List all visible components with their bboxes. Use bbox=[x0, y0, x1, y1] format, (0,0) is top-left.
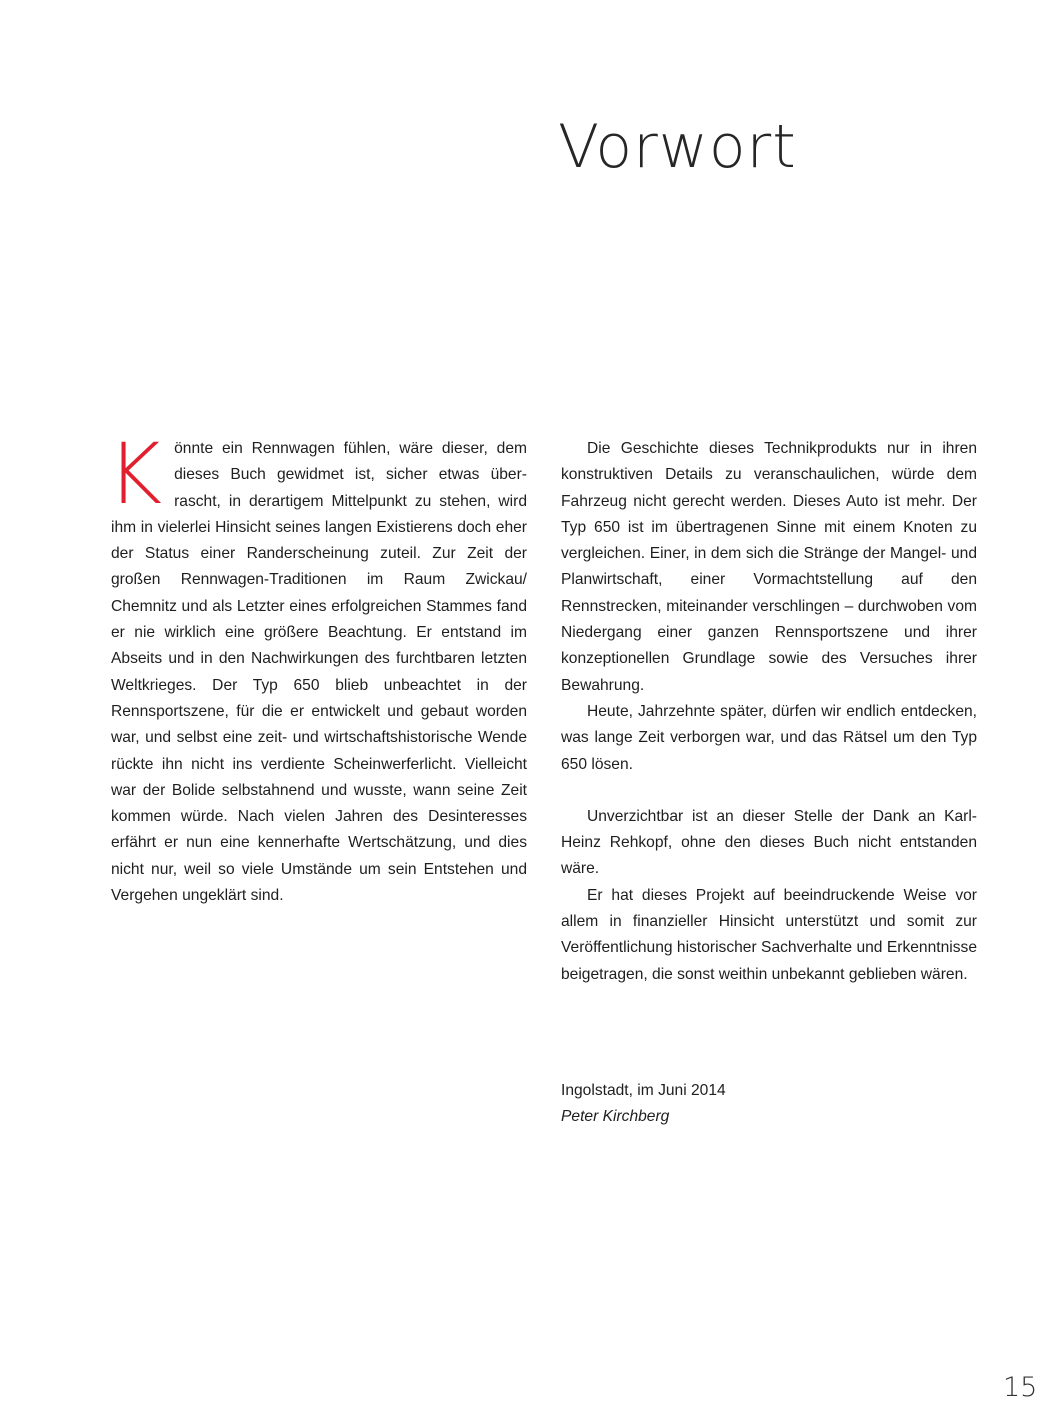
page-number: 15 bbox=[1003, 1372, 1038, 1403]
place-date: Ingolstadt, im Juni 2014 bbox=[561, 1082, 726, 1099]
left-column bbox=[107, 425, 527, 909]
paragraph-today: Heute, Jahrzehnte später, dürfen wir endlich entdecken, was lange Zeit verborgen war, und das Rätsel um den Typ 650 lösen. bbox=[561, 702, 977, 773]
intro-paragraph bbox=[107, 425, 527, 909]
right-column bbox=[561, 436, 977, 988]
dropcap-letter: K bbox=[107, 425, 163, 523]
intro-text: önnte ein Rennwagen fühlen, wäre dieser, dem dieses Buch gewidmet ist, sicher etwas überrascht, in derartigem Mittelpunkt zu stehen, wird ihm in vielerlei Hinsicht seines langen Existierens doch eher der Status einer Randerscheinung zuteil. Zur Zeit der großen Rennwagen-Traditionen im Raum Zwickau/ Chemnitz und als Letzter eines erfolgreichen Stammes fand er nie wirklich eine größere Beachtung. Er entstand im Abseits und in den Nachwirkungen des furchtbaren letzten Weltkrieges. Der Typ 650 blieb unbeachtet in der Rennsportszene, für die er entwickelt und gebaut worden war, und selbst eine zeit- und wirtschaftshistorische Wende rückte ihn nicht ins verdiente Scheinwerferlicht. Vielleicht war der Bolide selbstahnend und wusste, wann seine Zeit kommen würde. Nach vielen Jahren des Desinteresses erfährt er nun eine kennerhafte Wertschätzung, und dies nicht nur, weil so viele Umstände um sein Entstehen und Vergehen ungeklärt sind. bbox=[111, 440, 527, 905]
paragraph-support: Er hat dieses Projekt auf beeindruckende Weise vor allem in finanzieller Hinsicht unterstützt und somit zur Veröffentlichung historischer Sachverhalte und Erkenntnisse beigetragen, die sonst weithin unbekannt geblieben wären. bbox=[561, 886, 977, 983]
paragraph-thanks: Unverzichtbar ist an dieser Stelle der Dank an Karl-Heinz Rehkopf, ohne den dieses Buch nicht entstanden wäre. bbox=[561, 807, 977, 878]
signature-block bbox=[561, 1078, 726, 1130]
page-title: Vorwort bbox=[558, 112, 797, 182]
author-name: Peter Kirchberg bbox=[561, 1108, 670, 1125]
paragraph-history: Die Geschichte dieses Technikprodukts nur in ihren konstruktiven Details zu veranschaulichen, würde dem Fahrzeug nicht gerecht werden. Dieses Auto ist mehr. Der Typ 650 ist im übertragenen Sinne mit einem Knoten zu vergleichen. Einer, in dem sich die Stränge der Mangel- und Planwirtschaft, einer Vormachtstellung auf den Rennstrecken, miteinander verschlingen – durchwoben vom Niedergang einer ganzen Rennsportszene und ihrer konzeptionellen Grundlage sowie des Versuches ihrer Bewahrung. bbox=[561, 440, 977, 694]
